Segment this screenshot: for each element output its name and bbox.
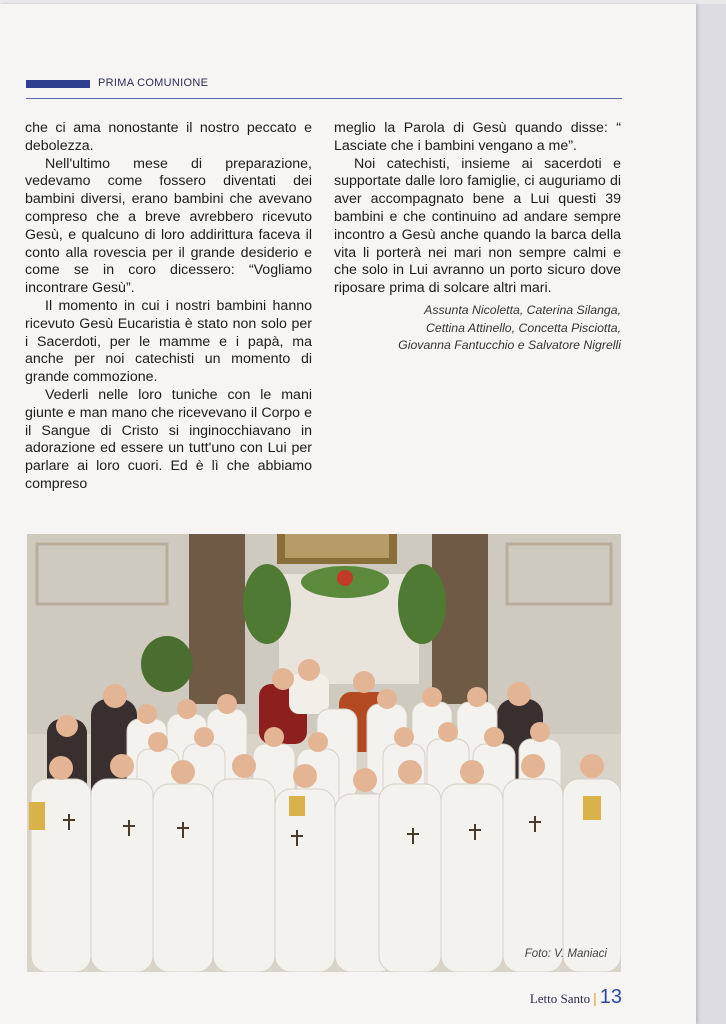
photo-credit: Foto: V. Maniaci	[524, 948, 607, 960]
group-photo-icon	[27, 534, 621, 972]
section-title: PRIMA COMUNIONE	[98, 77, 209, 89]
group-photo	[27, 534, 621, 972]
paragraph: che ci ama nonostante il nostro peccato e debolezza.	[25, 120, 312, 154]
article-right-column	[334, 120, 621, 355]
signature-line: Giovanna Fantucchio e Salvatore Nigrelli	[398, 338, 621, 353]
page-edge	[696, 4, 726, 1024]
magazine-name: Letto Santo	[529, 991, 591, 1006]
article-left-column	[25, 120, 312, 494]
header-rule	[26, 98, 622, 99]
paragraph: Noi catechisti, insieme ai sacerdoti e supportate dalle loro famiglie, ci auguriamo di aver accompagnato bene a Lui questi 39 bambini e che continuino ad andare sempre incontro a Gesù anche quando la barca della vita li porterà nei mari non sempre calmi e che solo in Lui avranno un porto sicuro dove riposare prima di solcare altri mari.	[334, 155, 621, 297]
magazine-page	[0, 4, 696, 1024]
author-signature	[334, 302, 621, 355]
section-header	[26, 76, 622, 100]
paragraph: Il momento in cui i nostri bambini hanno ricevuto Gesù Eucaristia è stato non solo per i Sacerdoti, per le mamme e i papà, ma anche per noi catechisti un momento di grande commozione.	[25, 297, 312, 386]
signature-line: Assunta Nicoletta, Caterina Silanga,	[424, 302, 621, 317]
paragraph: Vederli nelle loro tuniche con le mani giunte e man mano che ricevevano il Corpo e il Sangue di Cristo si inginocchiavano in adorazione ed essere un tutt'uno con Lui per parlare ai loro cuori. Ed è lì che abbiamo compreso	[25, 386, 312, 492]
signature-line: Cettina Attinello, Concetta Pisciotta,	[425, 320, 621, 335]
page-footer	[530, 986, 622, 1009]
header-accent-bar	[26, 80, 90, 88]
footer-separator: |	[593, 990, 597, 1006]
paragraph: meglio la Parola di Gesù quando disse: “ Lasciate che i bambini vengano a me”.	[334, 120, 621, 154]
page-number: 13	[599, 986, 622, 1008]
paragraph: Nell'ultimo mese di preparazione, vedevamo come fossero diventati dei bambini diversi, erano bambini che avevano compreso che a breve avrebbero ricevuto Gesù, e qualcuno di loro addirittura faceva il conto alla rovescia per il grande desiderio e come se in coro dicessero: “Vogliamo incontrare Gesù”.	[25, 155, 312, 297]
